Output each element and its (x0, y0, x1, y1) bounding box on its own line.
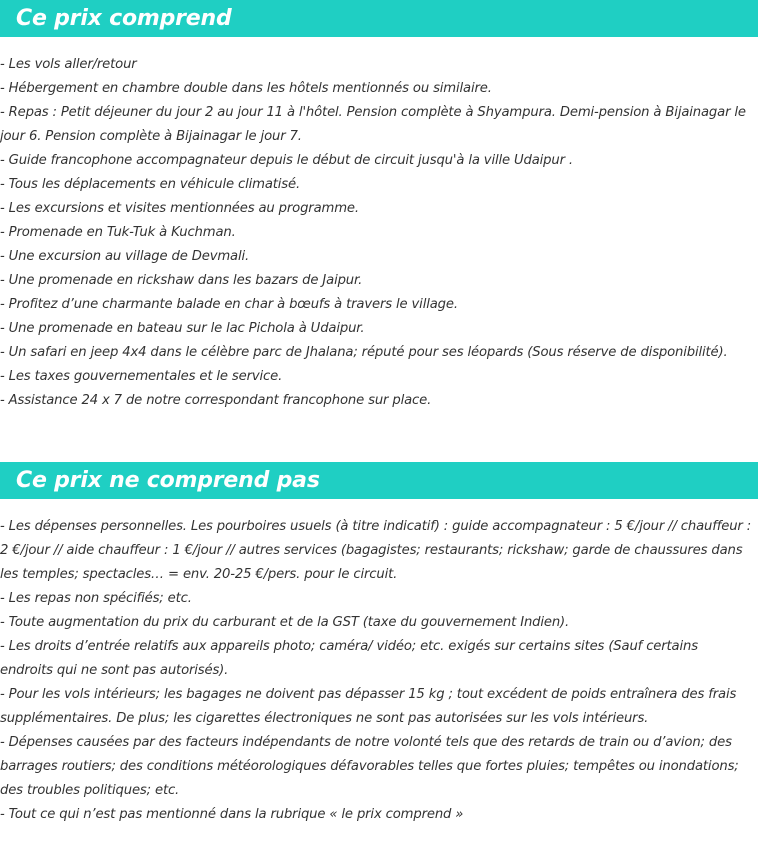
list-item: - Assistance 24 x 7 de notre correspondant francophone sur place. (0, 393, 432, 408)
list-item: - Guide francophone accompagnateur depuis le début de circuit jusqu'à la ville Udaipur . (0, 153, 573, 168)
list-item: - Toute augmentation du prix du carburant et de la GST (taxe du gouvernement Indien). (0, 615, 570, 630)
list-item: - Une promenade en rickshaw dans les bazars de Jaipur. (0, 273, 363, 288)
includes-list (0, 53, 758, 413)
list-item: - Pour les vols intérieurs; les bagages ne doivent pas dépasser 15 kg ; tout excédent de poids entraînera des frais supplémentaires. De plus; les cigarettes électroniques ne sont pas autorisées sur les vols intérieurs. (0, 687, 737, 726)
list-item: - Les droits d’entrée relatifs aux appareils photo; caméra/ vidéo; etc. exigés sur certains sites (Sauf certains endroits qui ne sont pas autorisés). (0, 639, 698, 678)
list-item: - Les taxes gouvernementales et le service. (0, 369, 283, 384)
excludes-section (0, 462, 758, 827)
list-item: - Tous les déplacements en véhicule climatisé. (0, 177, 301, 192)
includes-heading: Ce prix comprend (0, 0, 758, 37)
list-item: - Dépenses causées par des facteurs indépendants de notre volonté tels que des retards de train ou d’avion; des barrages routiers; des conditions météorologiques défavorables telles que fortes pluies; tempêtes ou inondations; des troubles politiques; etc. (0, 735, 739, 798)
list-item: - Promenade en Tuk-Tuk à Kuchman. (0, 225, 236, 240)
list-item: - Une excursion au village de Devmali. (0, 249, 250, 264)
includes-section (0, 0, 758, 413)
list-item: - Repas : Petit déjeuner du jour 2 au jour 11 à l'hôtel. Pension complète à Shyampura. Demi-pension à Bijainagar le jour 6. Pension complète à Bijainagar le jour 7. (0, 105, 746, 144)
list-item: - Les repas non spécifiés; etc. (0, 591, 192, 606)
list-item: - Hébergement en chambre double dans les hôtels mentionnés ou similaire. (0, 81, 492, 96)
list-item: - Un safari en jeep 4x4 dans le célèbre parc de Jhalana; réputé pour ses léopards (Sous réserve de disponibilité). (0, 345, 728, 360)
list-item: - Une promenade en bateau sur le lac Pichola à Udaipur. (0, 321, 365, 336)
list-item: - Les excursions et visites mentionnées au programme. (0, 201, 359, 216)
list-item: - Profitez d’une charmante balade en char à bœufs à travers le village. (0, 297, 458, 312)
excludes-heading: Ce prix ne comprend pas (0, 462, 758, 499)
list-item: - Tout ce qui n’est pas mentionné dans la rubrique « le prix comprend » (0, 807, 464, 822)
list-item: - Les dépenses personnelles. Les pourboires usuels (à titre indicatif) : guide accompagnateur : 5 €/jour // chauffeur : 2 €/jour // aide chauffeur : 1 €/jour // autres services (bagagistes; restaurants; rickshaw; garde de chaussures dans les temples; spectacles… = env. 20-25 €/pers. pour le circuit. (0, 519, 752, 582)
list-item: - Les vols aller/retour (0, 57, 137, 72)
excludes-list (0, 515, 758, 827)
